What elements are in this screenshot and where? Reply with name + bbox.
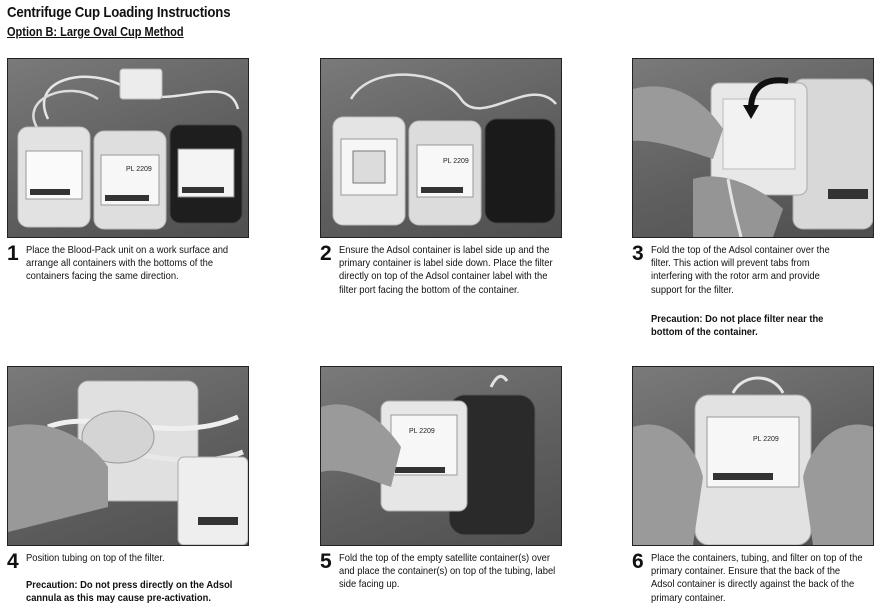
folding-adsol-container-image (633, 59, 873, 237)
fold-satellite-container-image (321, 367, 561, 545)
step-2-text: Ensure the Adsol container is label side up and the primary container is label side down. Place the filter directly on top of the Adsol container label with the filter port facing the bottom of the container. (339, 245, 553, 296)
step-6-text: Place the containers, tubing, and filter on top of the primary container. Ensure that the back of the Adsol container is directly against the back of the primary container. (651, 553, 863, 604)
p1-bag-label: PL 2209 (126, 166, 152, 173)
step-3-precaution: Precaution: Do not place filter near the bottom of the container. (651, 314, 824, 339)
step-3-text: Fold the top of the Adsol container over the filter. This action will prevent tabs from interfering with the rotor arm and provide support for the filter. (651, 245, 830, 296)
blood-pack-containers-image (8, 59, 248, 237)
position-tubing-image (8, 367, 248, 545)
step-1-number: 1 (7, 242, 19, 265)
step-3-photo (632, 58, 874, 238)
adsol-and-primary-containers-image (321, 59, 561, 237)
p2-bag-label: PL 2209 (443, 158, 469, 165)
p5-bag-label: PL 2209 (409, 428, 435, 435)
step-5-photo (320, 366, 562, 546)
page-subtitle: Option B: Large Oval Cup Method (7, 25, 184, 39)
step-2-number: 2 (320, 242, 332, 265)
step-1-photo (7, 58, 249, 238)
stack-containers-image (633, 367, 873, 545)
step-4-number: 4 (7, 550, 19, 573)
step-6-number: 6 (632, 550, 644, 573)
step-2-photo (320, 58, 562, 238)
step-1-text: Place the Blood-Pack unit on a work surface and arrange all containers with the bottoms of the containers facing the same direction. (26, 245, 229, 283)
step-6-photo (632, 366, 874, 546)
step-4-text: Position tubing on top of the filter. (26, 553, 165, 564)
step-5-number: 5 (320, 550, 332, 573)
page-title: Centrifuge Cup Loading Instructions (7, 4, 231, 21)
step-3-number: 3 (632, 242, 644, 265)
step-4-photo (7, 366, 249, 546)
step-4-precaution: Precaution: Do not press directly on the Adsol cannula as this may cause pre-activation. (26, 580, 233, 605)
step-5-text: Fold the top of the empty satellite container(s) over and place the container(s) on top of the tubing, label side facing up. (339, 553, 556, 591)
p6-bag-label: PL 2209 (753, 436, 779, 443)
